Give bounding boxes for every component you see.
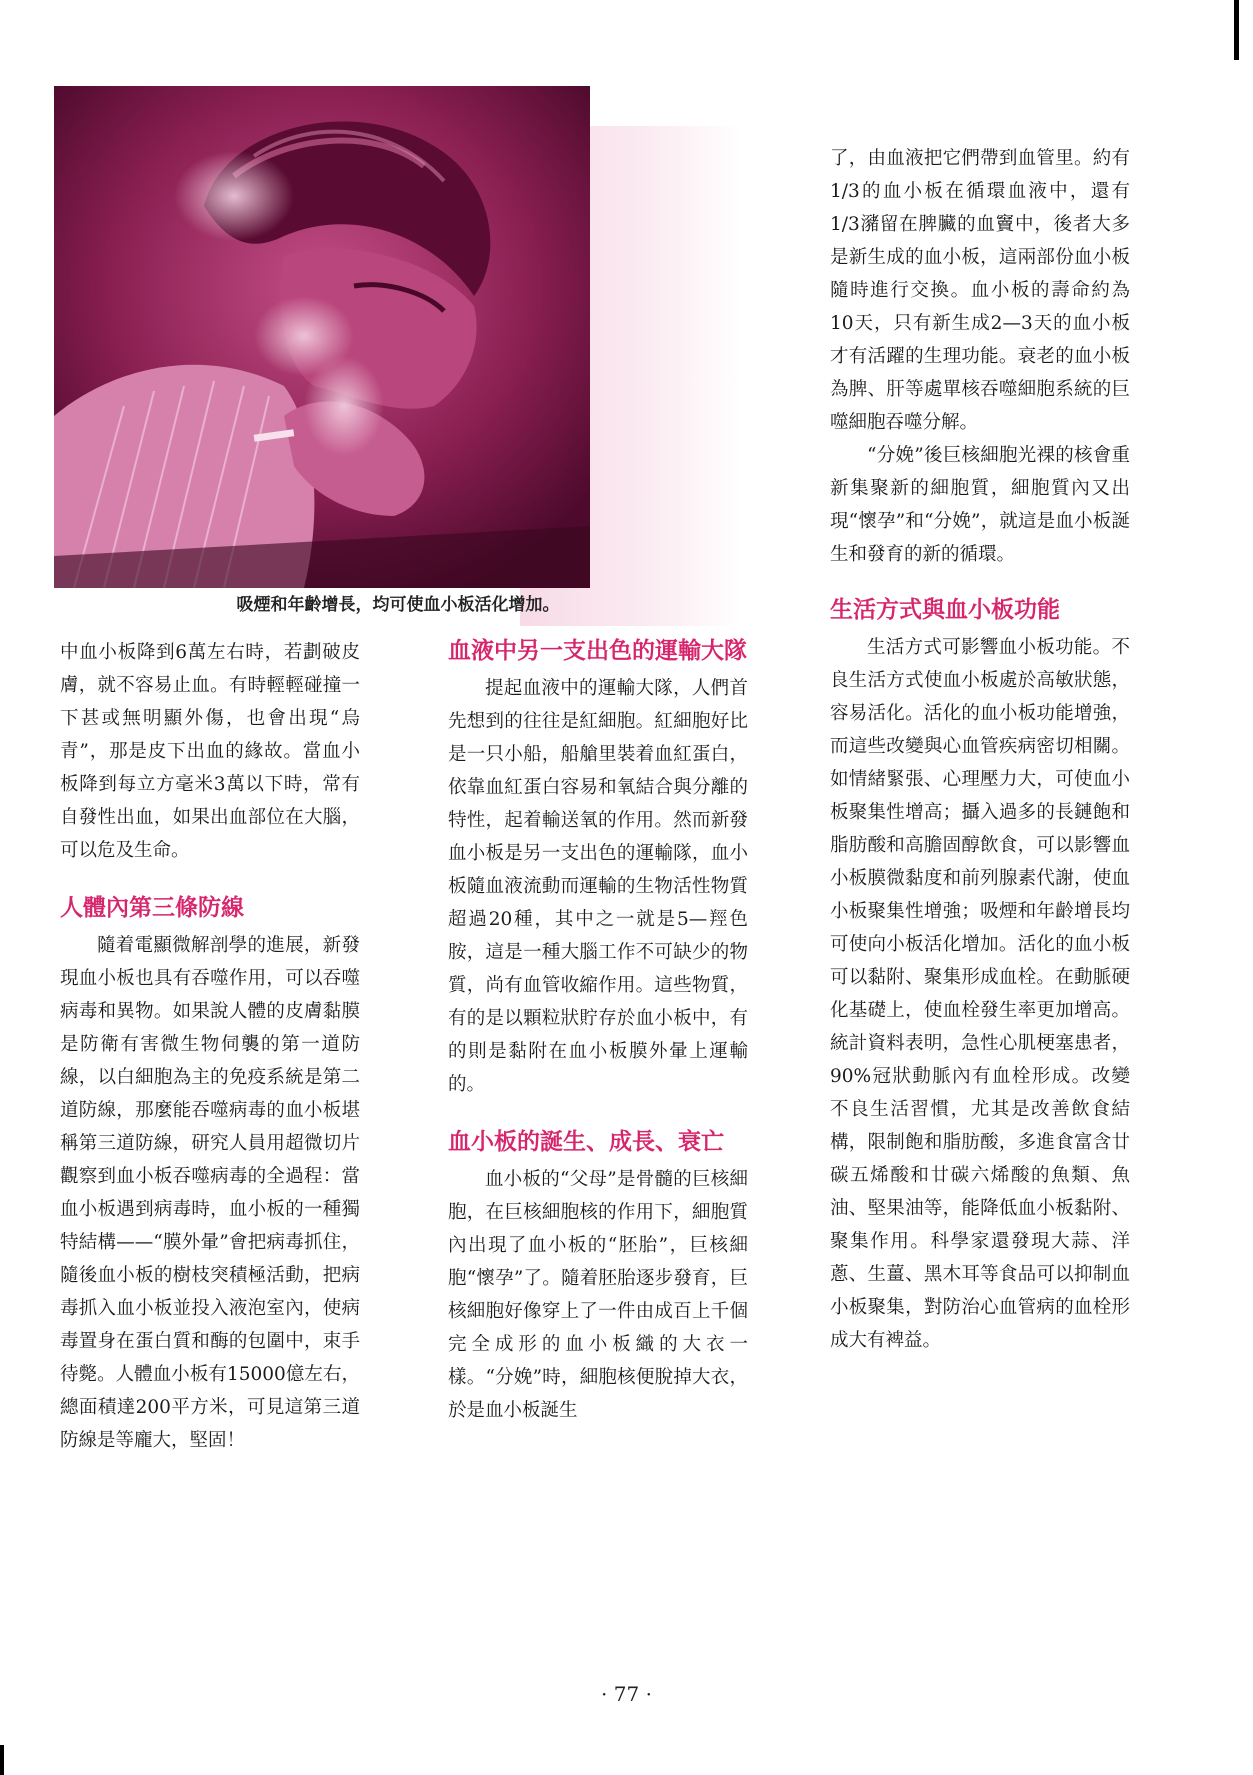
column-1 <box>60 636 360 1457</box>
scan-edge-mark-top <box>1234 0 1239 60</box>
photo-caption: 吸煙和年齡增長，均可使血小板活化增加。 <box>236 595 560 615</box>
col2-heading-1: 血液中另一支出色的運輸大隊 <box>448 638 747 664</box>
col3-heading: 生活方式與血小板功能 <box>830 597 1060 623</box>
col1-paragraph-2: 隨着電顯微解剖學的進展，新發現血小板也具有吞噬作用，可以吞噬病毒和異物。如果說人體的皮膚黏膜是防衛有害微生物伺襲的第一道防線，以白細胞為主的免疫系統是第二道防線，那麼能吞噬病毒的血小板堪稱第三道防線，研究人員用超微切片觀察到血小板吞噬病毒的全過程：當血小板遇到病毒時，血小板的一種獨特結構——“膜外暈”會把病毒抓住，隨後血小板的樹枝突積極活動，把病毒抓入血小板並投入液泡室內，使病毒置身在蛋白質和酶的包圍中，束手待斃。人體血小板有15000億左右，總面積達200平方米，可見這第三道防線是等龐大，堅固！ <box>60 935 360 1451</box>
scan-edge-mark-bottom <box>0 1745 4 1775</box>
col1-heading: 人體內第三條防線 <box>60 895 244 921</box>
col3-paragraph-2: “分娩”後巨核細胞光裸的核會重新集聚新的細胞質，細胞質內又出現“懷孕”和“分娩”，就這是血小板誕生和發育的新的循環。 <box>830 445 1130 565</box>
smoking-man-photo <box>54 86 590 588</box>
column-3 <box>830 142 1130 1357</box>
col3-paragraph-1: 了，由血液把它們帶到血管里。約有1/3的血小板在循環血液中，還有1/3瀦留在脾臟的血竇中，後者大多是新生成的血小板，這兩部份血小板隨時進行交換。血小板的壽命約為10天，只有新生成2—3天的血小板才有活躍的生理功能。衰老的血小板為脾、肝等處單核吞噬細胞系統的巨噬細胞吞噬分解。 <box>830 148 1130 433</box>
col2-paragraph-2: 血小板的“父母”是骨髓的巨核細胞，在巨核細胞核的作用下，細胞質內出現了血小板的“胚胎”，巨核細胞“懷孕”了。隨着胚胎逐步發育，巨核細胞好像穿上了一件由成百上千個完全成形的血小板織的大衣一樣。“分娩”時，細胞核便脫掉大衣，於是血小板誕生 <box>448 1169 748 1421</box>
col2-paragraph-1: 提起血液中的運輸大隊，人們首先想到的往往是紅細胞。紅細胞好比是一只小船，船艙里裝着血紅蛋白，依靠血紅蛋白容易和氧結合與分離的特性，起着輸送氧的作用。然而新發血小板是另一支出色的運輸隊，血小板隨血液流動而運輸的生物活性物質超過20種，其中之一就是5—羥色胺，這是一種大腦工作不可缺少的物質，尚有血管收縮作用。這些物質，有的是以顆粒狀貯存於血小板中，有的則是黏附在血小板膜外暈上運輸的。 <box>448 678 748 1095</box>
col2-heading-2: 血小板的誕生、成長、衰亡 <box>448 1129 724 1155</box>
column-2 <box>448 634 748 1427</box>
col3-paragraph-3: 生活方式可影響血小板功能。不良生活方式使血小板處於高敏狀態，容易活化。活化的血小板功能增強，而這些改變與心血管疾病密切相關。如情緒緊張、心理壓力大，可使血小板聚集性增高；攝入過多的長鏈飽和脂肪酸和高膽固醇飲食，可以影響血小板膜微黏度和前列腺素代謝，使血小板聚集性增強；吸煙和年齡增長均可使向小板活化增加。活化的血小板可以黏附、聚集形成血栓。在動脈硬化基礎上，使血栓發生率更加增高。統計資料表明，急性心肌梗塞患者，90%冠狀動脈內有血栓形成。改變不良生活習慣，尤其是改善飲食結構，限制飽和脂肪酸，多進食富含廿碳五烯酸和廿碳六烯酸的魚類、魚油、堅果油等，能降低血小板黏附、聚集作用。科學家還發現大蒜、洋蔥、生薑、黑木耳等食品可以抑制血小板聚集，對防治心血管病的血栓形成大有裨益。 <box>830 637 1130 1351</box>
col1-paragraph-1: 中血小板降到6萬左右時，若劃破皮膚，就不容易止血。有時輕輕碰撞一下甚或無明顯外傷，也會出現“烏青”，那是皮下出血的緣故。當血小板降到每立方毫米3萬以下時，常有自發性出血，如果出血部位在大腦，可以危及生命。 <box>60 642 360 861</box>
page-number: · 77 · <box>601 1682 652 1706</box>
